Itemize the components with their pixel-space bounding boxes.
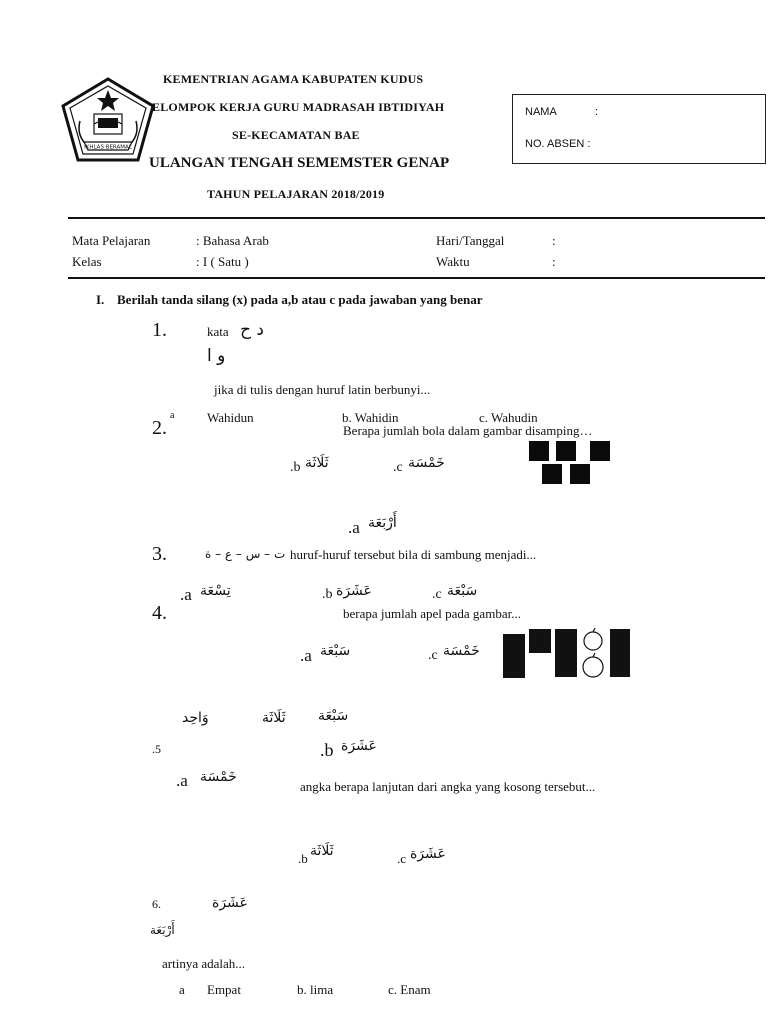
q3-letters: ت – س – ع – ة <box>205 547 286 561</box>
q4-a2-label: .a <box>300 646 312 665</box>
q1-kata: kata <box>207 324 229 339</box>
q4-b-label: .b <box>322 587 333 602</box>
hari-label: Hari/Tanggal <box>436 233 505 248</box>
student-info-box <box>512 94 766 164</box>
q2-a-arabic: أَرْبَعَة <box>368 515 397 531</box>
kelas-value: : I ( Satu ) <box>196 254 249 269</box>
q4-question: berapa jumlah apel pada gambar... <box>343 606 521 621</box>
q6-number: 6. <box>152 897 161 911</box>
q1-number: 1. <box>152 319 167 341</box>
ball-icon <box>529 441 549 461</box>
q3-number: 3. <box>152 543 167 565</box>
q2-option-c: c. Wahudin <box>479 410 538 425</box>
waktu-colon: : <box>552 254 556 269</box>
q2-question: Berapa jumlah bola dalam gambar disamping… <box>343 423 593 438</box>
q1-text: jika di tulis dengan huruf latin berbunyi... <box>214 382 431 397</box>
star-icon <box>97 90 119 111</box>
q5-seq-2: ثَلَاثَة <box>262 710 286 726</box>
header-ministry: KEMENTRIAN AGAMA KABUPATEN KUDUS <box>163 72 424 86</box>
q6-option-c: c. Enam <box>388 982 431 997</box>
q4-a-label: .a <box>180 585 192 604</box>
q2-a-marker: a <box>170 410 175 421</box>
q4-c2-arabic: خَمْسَة <box>443 643 480 659</box>
nama-colon: : <box>595 106 599 118</box>
q5-c2-arabic: عَشَرَة <box>410 846 446 862</box>
hari-colon: : <box>552 233 556 248</box>
q2-c-arabic: خَمْسَة <box>408 455 445 471</box>
q6-a-marker: a <box>179 982 185 997</box>
q4-c2-label: .c <box>428 648 438 663</box>
header-kecamatan: SE-KECAMATAN BAE <box>232 128 360 142</box>
apple-icon <box>503 634 525 678</box>
ball-icon <box>570 464 590 484</box>
kelas-label: Kelas <box>72 254 102 269</box>
school-year: TAHUN PELAJARAN 2018/2019 <box>207 187 385 201</box>
q4-a2-arabic: سَبْعَة <box>320 643 351 659</box>
absen-label: NO. ABSEN : <box>525 138 591 150</box>
ministry-logo <box>58 76 158 166</box>
q5-b-arabic: عَشَرَة <box>341 738 377 754</box>
q2-c-label: .c <box>393 460 403 475</box>
mapel-label: Mata Pelajaran <box>72 233 151 248</box>
q5-b-label: .b <box>320 740 334 760</box>
header-kkg: ELOMPOK KERJA GURU MADRASAH IBTIDIYAH <box>152 100 445 114</box>
q5-b2-label: .b <box>298 851 308 866</box>
q6-option-b: b. lima <box>297 982 334 997</box>
q5-seq-3: سَبْعَة <box>318 708 349 724</box>
q2-option-a: Wahidun <box>207 410 254 425</box>
q5-b2-arabic: ثَلَاثَة <box>310 843 334 859</box>
q5-number: .5 <box>152 742 161 756</box>
q2-a-label: .a <box>348 518 360 537</box>
q5-a-arabic: خَمْسَة <box>200 769 237 785</box>
waktu-label: Waktu <box>436 254 470 269</box>
q4-a-arabic: تِسْعَة <box>200 583 231 599</box>
ball-icon <box>542 464 562 484</box>
q3-text: huruf-huruf tersebut bila di sambung menjadi... <box>290 547 537 562</box>
q4-c-arabic: سَبْعَة <box>447 583 478 599</box>
section-number: I. <box>96 292 105 307</box>
q2-number: 2. <box>152 417 167 439</box>
apple-icon <box>555 629 577 677</box>
logo-ribbon-text: IKHLAS BERAMAL <box>84 144 132 151</box>
q5-question: angka berapa lanjutan dari angka yang kosong tersebut... <box>300 779 596 794</box>
q1-arabic-2: و ا <box>207 346 226 366</box>
q2-option-b: b. Wahidin <box>342 410 399 425</box>
ball-icon <box>590 441 610 461</box>
q4-c-label: .c <box>432 587 442 602</box>
q2-b-label: .b <box>290 460 301 475</box>
nama-label: NAMA <box>525 106 557 118</box>
q4-b-arabic: عَشَرَة <box>336 583 372 599</box>
q6-arabic: عَشَرَة <box>212 895 248 911</box>
header-rule-top <box>68 217 765 219</box>
q5-c2-label: .c <box>397 851 407 866</box>
ball-icon <box>556 441 576 461</box>
q1-arabic-1: د ح <box>240 320 264 340</box>
q2-b-arabic: ثَلَاثَة <box>305 455 329 471</box>
q6-text: artinya adalah... <box>162 956 246 971</box>
q4-number: 4. <box>152 602 167 624</box>
q5-a-label: .a <box>176 771 188 790</box>
apple-icon <box>580 627 606 681</box>
section-instruction: Berilah tanda silang (x) pada a,b atau c pada jawaban yang benar <box>117 292 483 307</box>
apple-icon <box>529 629 551 653</box>
q5-seq-1: وَاحِد <box>182 710 209 726</box>
mapel-value: : Bahasa Arab <box>196 233 269 248</box>
q6-arabic-2: أَرْبَعَة <box>150 923 175 937</box>
apple-icon <box>610 629 630 677</box>
exam-title: ULANGAN TENGAH SEMEMSTER GENAP <box>149 155 450 171</box>
q6-option-a: Empat <box>207 982 241 997</box>
header-rule-bottom <box>68 277 765 279</box>
